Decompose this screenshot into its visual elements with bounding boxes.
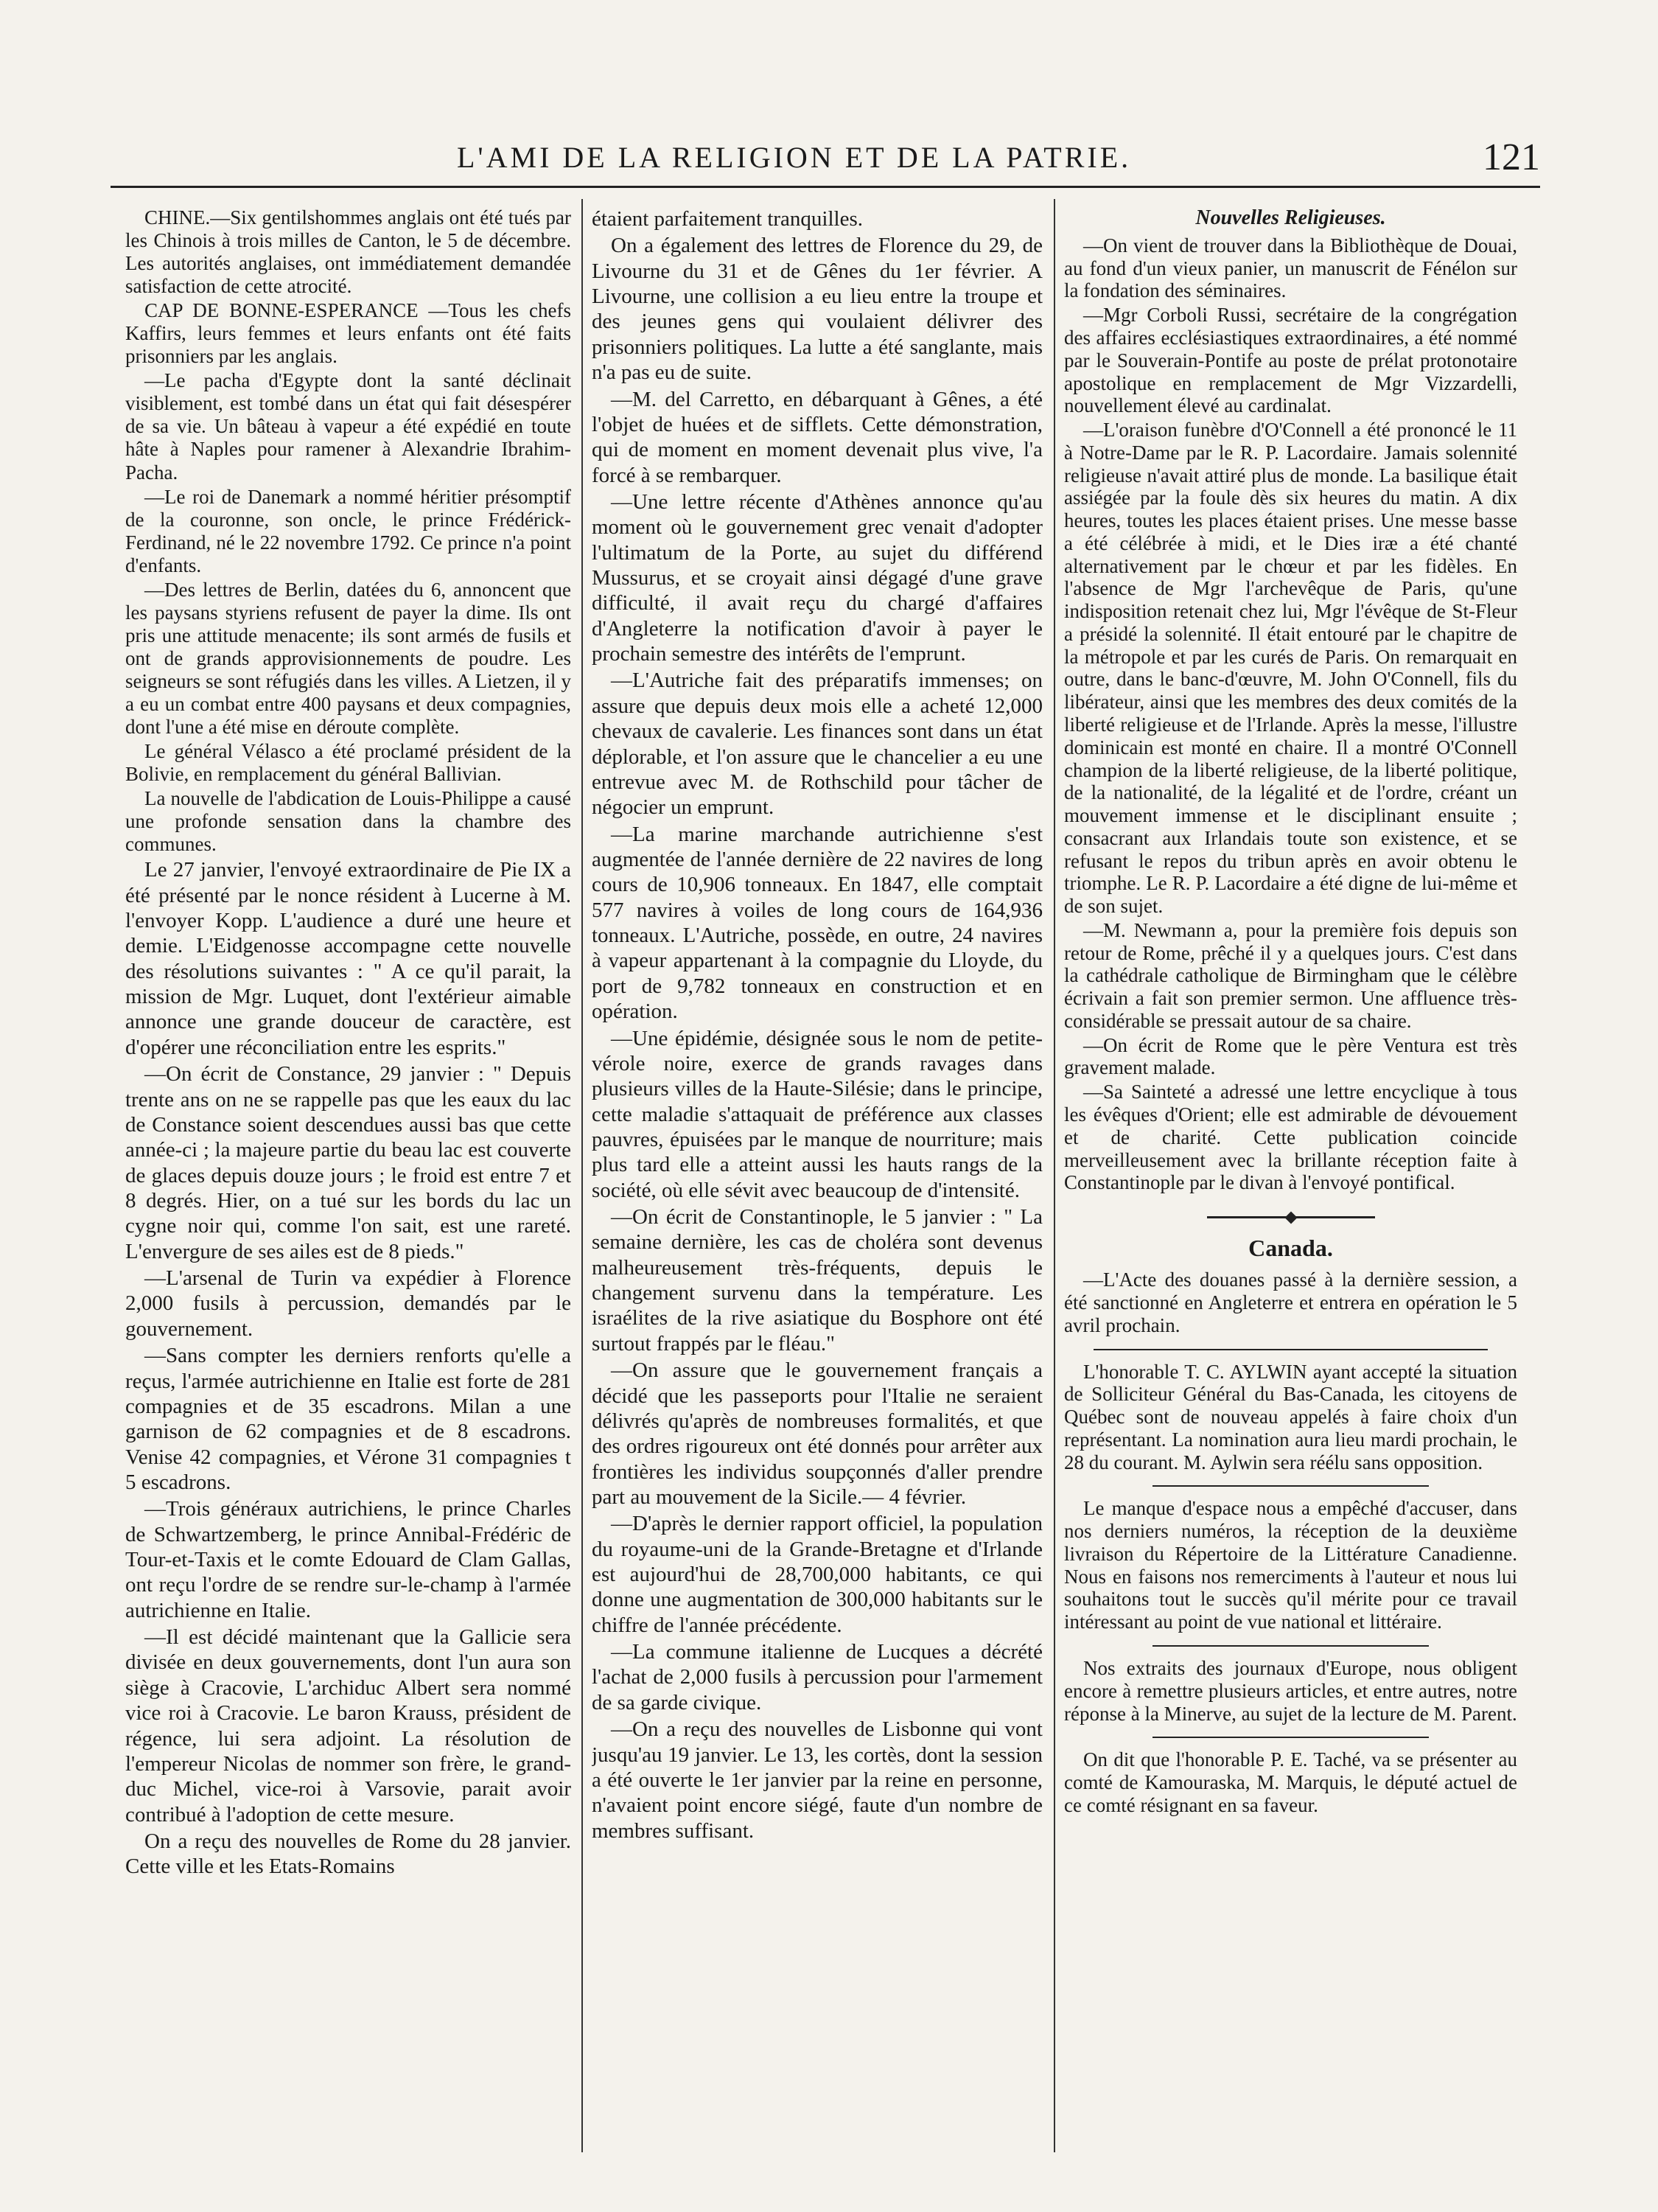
paragraph: —La commune italienne de Lucques a décrété l'achat de 2,000 fusils à percussion pour l'armement de sa garde civique. bbox=[592, 1640, 1043, 1714]
paragraph: Nos extraits des journaux d'Europe, nous obligent encore à remettre plusieurs articles, et entre autres, notre réponse à la Minerve, au sujet de la lecture de M. Parent. bbox=[1064, 1657, 1517, 1725]
paragraph: —Il est décidé maintenant que la Gallicie sera divisée en deux gouvernements, dont l'un aura son siège à Cracovie, L'archiduc Albert sera nommé vice roi à Cracovie. Le baron Krauss, président de régence, lui sera adjoint. La résolution de l'empereur Nicolas de nommer son frère, le grand-duc Michel, vice-roi à Varsovie, parait avoir contribué à l'adoption de cette mesure. bbox=[125, 1625, 571, 1827]
paragraph: étaient parfaitement tranquilles. bbox=[592, 207, 863, 231]
divider bbox=[1152, 1485, 1429, 1487]
paragraph: On a reçu des nouvelles de Rome du 28 janvier. Cette ville et les Etats-Romains bbox=[125, 1829, 571, 1879]
paragraph: —Le roi de Danemark a nommé héritier présomptif de la couronne, son oncle, le prince Frédérick-Ferdinand, né le 22 novembre 1792. Ce prince n'a point d'enfants. bbox=[125, 485, 571, 576]
paragraph: —On a reçu des nouvelles de Lisbonne qui vont jusqu'au 19 janvier. Le 13, les cortès, dont la session a été ouverte le 1er janvier par la reine en personne, n'avaient point encore siégé, faute d'un nombre de membres suffisant. bbox=[592, 1717, 1043, 1843]
section-title-canada: Canada. bbox=[1248, 1234, 1333, 1261]
page-header bbox=[111, 136, 1540, 178]
ornament-divider bbox=[1064, 1204, 1517, 1227]
paragraph: —L'Acte des douanes passé à la dernière session, a été sanctionné en Angleterre et entrera en opération le 5 avril prochain. bbox=[1064, 1269, 1517, 1336]
paragraph: —Des lettres de Berlin, datées du 6, annoncent que les paysans styriens refusent de payer la dime. Ils ont pris une attitude menacente; ils sont armés de fusils et ont de grands approvisionnements de poudre. Les seigneurs se sont réfugiés dans les villes. A Lietzen, il y a eu un combat entre 400 paysans et deux compagnies, dont l'une a été mise en déroute complète. bbox=[125, 578, 571, 739]
paragraph: —M. Newmann a, pour la première fois depuis son retour de Rome, prêché il y a quelques jours. C'est dans la cathédrale catholique de Birmingham que le célèbre écrivain a fait son premier sermon. Une affluence très-considérable se pressait autour de sa chaire. bbox=[1064, 918, 1517, 1032]
paragraph: —Une lettre récente d'Athènes annonce qu'au moment où le gouvernement grec venait d'adopter l'ultimatum de la Porte, au sujet du différend Mussurus, et se croyait ainsi dégagé d'une grave difficulté, il avait reçu du chargé d'affaires d'Angleterre la notification d'avoir à payer le prochain semestre des intérêts de l'emprunt. bbox=[592, 489, 1043, 666]
paragraph: On a également des lettres de Florence du 29, de Livourne du 31 et de Gênes du 1er février. A Livourne, une collision a eu lieu entre la troupe et des jeunes gens qui voulaient délivrer des prisonniers politiques. La lutte a été sanglante, mais n'a pas eu de suite. bbox=[592, 234, 1043, 385]
paragraph: —On écrit de Rome que le père Ventura est très gravement malade. bbox=[1064, 1033, 1517, 1079]
paragraph: —L'oraison funèbre d'O'Connell a été prononcé le 11 à Notre-Dame par le R. P. Lacordaire. Jamais solennité religieuse n'avait attiré plus de monde. La basilique était assiégée par la foule dès six heures du matin. A dix heures, toutes les places étaient prises. Une messe basse a été célébrée à midi, et le Dies iræ a été chanté alternativement par le chœur et par les fidèles. En l'absence de Mgr l'archevêque de Paris, qu'une indisposition retenait chez lui, Mgr l'évêque de St-Fleur a présidé la solennité. Il était entouré par le chapitre de la métropole et par les curés de Paris. On remarquait en outre, dans le banc-d'œuvre, M. John O'Connell, fils du libérateur, ainsi que les membres des deux comités de la liberté religieuse et de l'Irlande. Après la messe, l'illustre dominicain est monté en chaire. Il a montré O'Connell champion de la liberté religieuse, de la liberté politique, de la nationalité, de la légalité et de l'ordre, créant un mouvement immense et le disciplinant ensuite ; consacrant aux Irlandais toute son existence, et se refusant le repos du tribun après en avoir obtenu le triomphe. Le R. P. Lacordaire a été digne de lui-même et de son sujet. bbox=[1064, 419, 1517, 918]
column-2 bbox=[592, 206, 1043, 2152]
paragraph: Le manque d'espace nous a empêché d'accuser, dans nos derniers numéros, la réception de la deuxième livraison du Répertoire de la Littérature Canadienne. Nous en faisons nos remerciments à l'auteur et nous lui souhaitons tout le succès qu'il mérite pour ce travail intéressant au point de vue national et littéraire. bbox=[1064, 1497, 1517, 1633]
page-number: 121 bbox=[1483, 136, 1540, 178]
divider bbox=[1152, 1737, 1429, 1738]
paragraph: Le 27 janvier, l'envoyé extraordinaire de Pie IX a été présenté par le nonce résident à Lucerne à M. l'envoyer Kopp. L'audience a duré une heure et demie. L'Eidgenosse accompagne cette nouvelle des résolutions suivantes : " A ce qu'il parait, la mission de Mgr. Luquet, dont l'extérieur aimable annonce une grande douceur de caractère, est d'opérer une réconciliation entre les esprits." bbox=[125, 858, 571, 1059]
paragraph: —L'Autriche fait des préparatifs immenses; on assure que depuis deux mois elle a acheté 12,000 chevaux de cavalerie. Les finances sont dans un état déplorable, et l'on assure que le chancelier a eu une entrevue avec M. de Rothschild pour tâcher de négocier un emprunt. bbox=[592, 669, 1043, 820]
paragraph: —On assure que le gouvernement français a décidé que les passeports pour l'Italie ne seraient délivrés qu'après de nombreuses formalités, et que des ordres rigoureux ont été donnés pour arrêter aux frontières les individus soupçonnés d'aller prendre part au mouvement de la Sicile.— 4 février. bbox=[592, 1358, 1043, 1509]
column-rule-1 bbox=[581, 199, 583, 2152]
paragraph: —Sa Sainteté a adressé une lettre encyclique à tous les évêques d'Orient; elle est admirable de dévouement et de charité. Cette publication coincide merveilleusement avec la brillante réception faite à Constantinople par le divan à l'envoyé pontifical. bbox=[1064, 1081, 1517, 1194]
paragraph: —D'après le dernier rapport officiel, la population du royaume-uni de la Grande-Bretagne et d'Irlande est aujourd'hui de 28,700,000 habitants, ce qui donne une augmentation de 300,000 habitants sur le chiffre de l'année précédente. bbox=[592, 1512, 1043, 1637]
running-title: L'AMI DE LA RELIGION ET DE LA PATRIE. bbox=[457, 141, 1132, 174]
paragraph: —Mgr Corboli Russi, secrétaire de la congrégation des affaires ecclésiastiques extraordinaires, a été nommé par le Souverain-Pontife au poste de prélat protonotaire apostolique en remplacement de Mgr Vizzardelli, nouvellement élevé au cardinalat. bbox=[1064, 304, 1517, 417]
paragraph: —Sans compter les derniers renforts qu'elle a reçus, l'armée autrichienne en Italie est forte de 281 compagnies et de 35 escadrons. Milan a une garnison de 62 compagnies et de 8 escadrons. Venise 42 compagnies, et Vérone 31 compagnies t 5 escadrons. bbox=[125, 1344, 571, 1494]
paragraph: —On écrit de Constantinople, le 5 janvier : " La semaine dernière, les cas de choléra sont devenus malheureusement très-fréquents, depuis le changement survenu dans la température. Les israélites de la rive asiatique du Bosphore ont été surtout frappés par le fléau." bbox=[592, 1205, 1043, 1356]
paragraph: —Trois généraux autrichiens, le prince Charles de Schwartzemberg, le prince Annibal-Frédéric de Tour-et-Taxis et le comte Edouard de Clam Gallas, ont reçu l'ordre de se rendre sur-le-champ à l'armée autrichienne en Italie. bbox=[125, 1497, 571, 1622]
paragraph: —M. del Carretto, en débarquant à Gênes, a été l'objet de huées et de sifflets. Cette démonstration, qui de moment en moment devenait plus vive, l'a forcé à se rembarquer. bbox=[592, 387, 1043, 487]
paragraph: —Une épidémie, désignée sous le nom de petite-vérole noire, exerce de grands ravages dans plusieurs villes de la Haute-Silésie; dans le principe, cette maladie s'attaquait de préférence aux classes pauvres, épuisées par le manque de nourriture; mais plus tard elle a atteint aussi les hauts rangs de la société, où elle sévit avec beaucoup de d'intensité. bbox=[592, 1026, 1043, 1202]
header-rule bbox=[111, 186, 1540, 188]
column-1 bbox=[125, 206, 571, 2152]
column-rule-2 bbox=[1054, 199, 1055, 2152]
paragraph: —Le pacha d'Egypte dont la santé déclinait visiblement, est tombé dans un état qui fait désespérer de sa vie. Un bâteau à vapeur a été expédié en toute hâte à Naples pour ramener à Alexandrie Ibrahim-Pacha. bbox=[125, 369, 571, 484]
paragraph: —On vient de trouver dans la Bibliothèque de Douai, au fond d'un vieux panier, un manuscrit de Fénélon sur la fondation des séminaires. bbox=[1064, 234, 1517, 302]
paragraph: Le général Vélasco a été proclamé président de la Bolivie, en remplacement du général Ballivian. bbox=[125, 740, 571, 786]
paragraph: —La marine marchande autrichienne s'est augmentée de l'année dernière de 22 navires de long cours de 10,906 tonneaux. En 1847, elle comptait 577 navires à voiles de long cours de 164,936 tonneaux. L'Autriche, possède, en outre, 24 navires à vapeur appartenant à la compagnie du Lloyde, du port de 9,782 tonneaux en construction et en opération. bbox=[592, 822, 1043, 1024]
paragraph: CAP DE BONNE-ESPERANCE —Tous les chefs Kaffirs, leurs femmes et leurs enfants ont été faits prisonniers par les anglais. bbox=[125, 299, 571, 368]
section-title-religious: Nouvelles Religieuses. bbox=[1195, 206, 1386, 229]
divider bbox=[1152, 1645, 1429, 1647]
paragraph: CHINE.—Six gentilshommes anglais ont été tués par les Chinois à trois milles de Canton, le 5 de décembre. Les autorités anglaises, ont immédiatement demandée satisfaction de cette atrocité. bbox=[125, 206, 571, 298]
paragraph: —On écrit de Constance, 29 janvier : " Depuis trente ans on ne se rappelle pas que les eaux du lac de Constance soient descendues aussi bas que cette année-ci ; la majeure partie du beau lac est couverte de glaces depuis douze jours ; le froid est entre 7 et 8 degrés. Hier, on a tué sur les bords du lac un cygne noir qui, comme l'on sait, est une rareté. L'envergure de ses ailes est de 8 pieds." bbox=[125, 1062, 571, 1263]
column-3 bbox=[1064, 206, 1517, 2152]
paragraph: On dit que l'honorable P. E. Taché, va se présenter au comté de Kamouraska, M. Marquis, le député actuel de ce comté résignant en sa faveur. bbox=[1064, 1748, 1517, 1816]
paragraph: L'honorable T. C. AYLWIN ayant accepté la situation de Solliciteur Général du Bas-Canada, les citoyens de Québec sont de nouveau appelés à faire choix d'un représentant. La nomination aura lieu mardi prochain, le 28 du courant. M. Aylwin sera réélu sans opposition. bbox=[1064, 1360, 1517, 1473]
divider bbox=[1094, 1349, 1488, 1350]
paragraph: La nouvelle de l'abdication de Louis-Philippe a causé une profonde sensation dans la chambre des communes. bbox=[125, 787, 571, 856]
paragraph: —L'arsenal de Turin va expédier à Florence 2,000 fusils à percussion, demandés par le gouvernement. bbox=[125, 1266, 571, 1341]
